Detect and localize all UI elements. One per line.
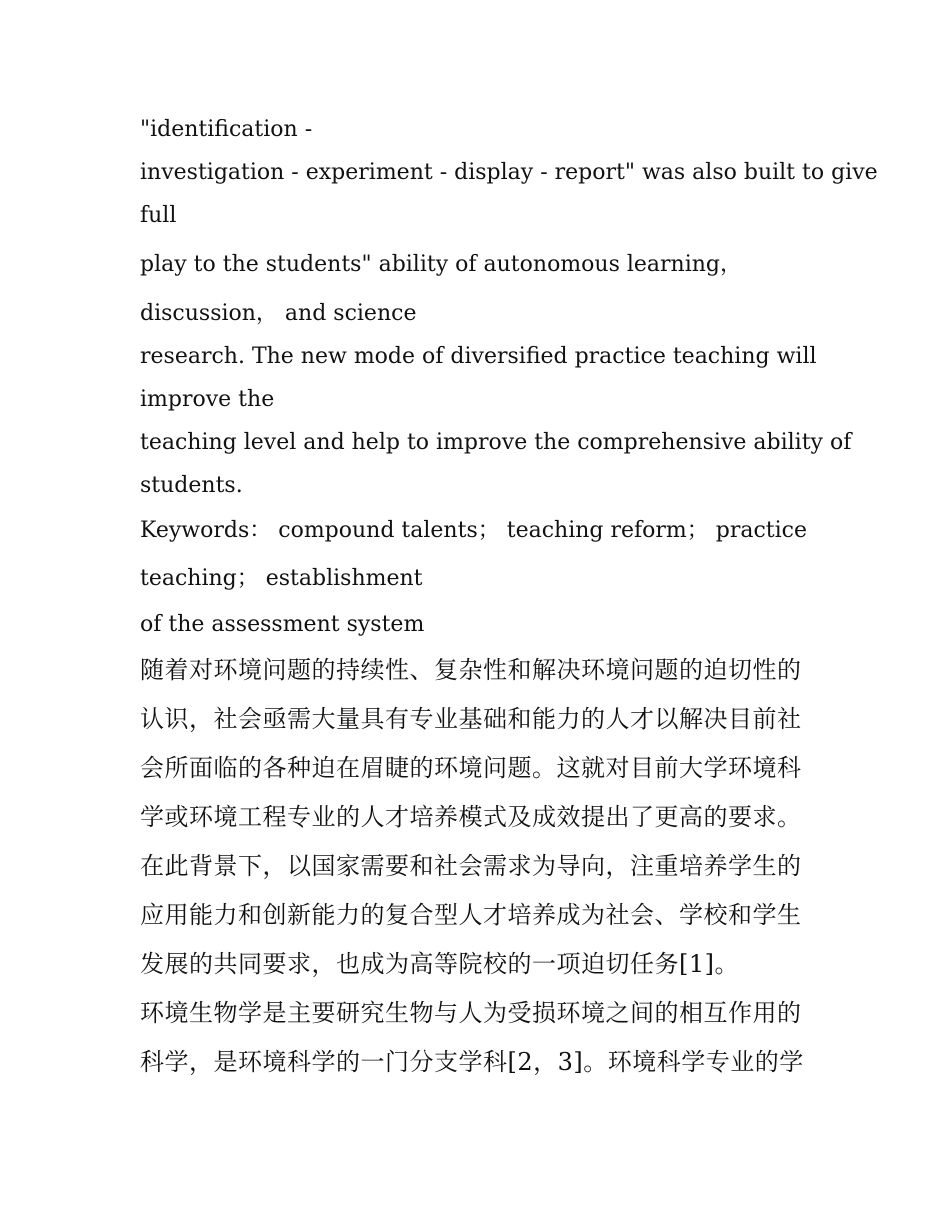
body-line: 发展的共同要求，也成为高等院校的一项迫切任务[1]。	[140, 950, 739, 978]
abstract-line: discussion， and science	[140, 301, 417, 326]
abstract-line: play to the students" ability of autonomous learning，	[140, 252, 743, 277]
body-line: 随着对环境问题的持续性、复杂性和解决环境问题的迫切性的	[140, 656, 802, 684]
abstract-line: students.	[140, 473, 243, 498]
abstract-line: "identification -	[140, 117, 313, 142]
keywords-line: of the assessment system	[140, 612, 425, 637]
body-paragraph-2	[140, 989, 820, 1087]
body-line: 环境生物学是主要研究生物与人为受损环境之间的相互作用的	[140, 999, 802, 1027]
keywords-line: teaching； establishment	[140, 566, 423, 591]
keywords-line: Keywords： compound talents； teaching reform； practice	[140, 518, 808, 543]
abstract-line: investigation - experiment - display - report" was also built to give	[140, 160, 878, 185]
body-line: 科学，是环境科学的一门分支学科[2，3]。环境科学专业的学	[140, 1048, 804, 1076]
body-paragraph-1	[140, 646, 820, 989]
body-line: 应用能力和创新能力的复合型人才培养成为社会、学校和学生	[140, 901, 802, 929]
abstract-block	[140, 108, 878, 507]
body-line: 认识，社会亟需大量具有专业基础和能力的人才以解决目前社	[140, 705, 802, 733]
abstract-line: full	[140, 203, 177, 228]
abstract-line: improve the	[140, 387, 275, 412]
body-line: 会所面临的各种迫在眉睫的环境问题。这就对目前大学环境科	[140, 754, 802, 782]
body-line: 学或环境工程专业的人才培养模式及成效提出了更高的要求。	[140, 803, 802, 831]
body-line: 在此背景下，以国家需要和社会需求为导向，注重培养学生的	[140, 852, 802, 880]
keywords-block	[140, 507, 820, 646]
abstract-line: research. The new mode of diversified practice teaching will	[140, 344, 817, 369]
abstract-line: teaching level and help to improve the comprehensive ability of	[140, 430, 852, 455]
document-page	[140, 108, 878, 1087]
